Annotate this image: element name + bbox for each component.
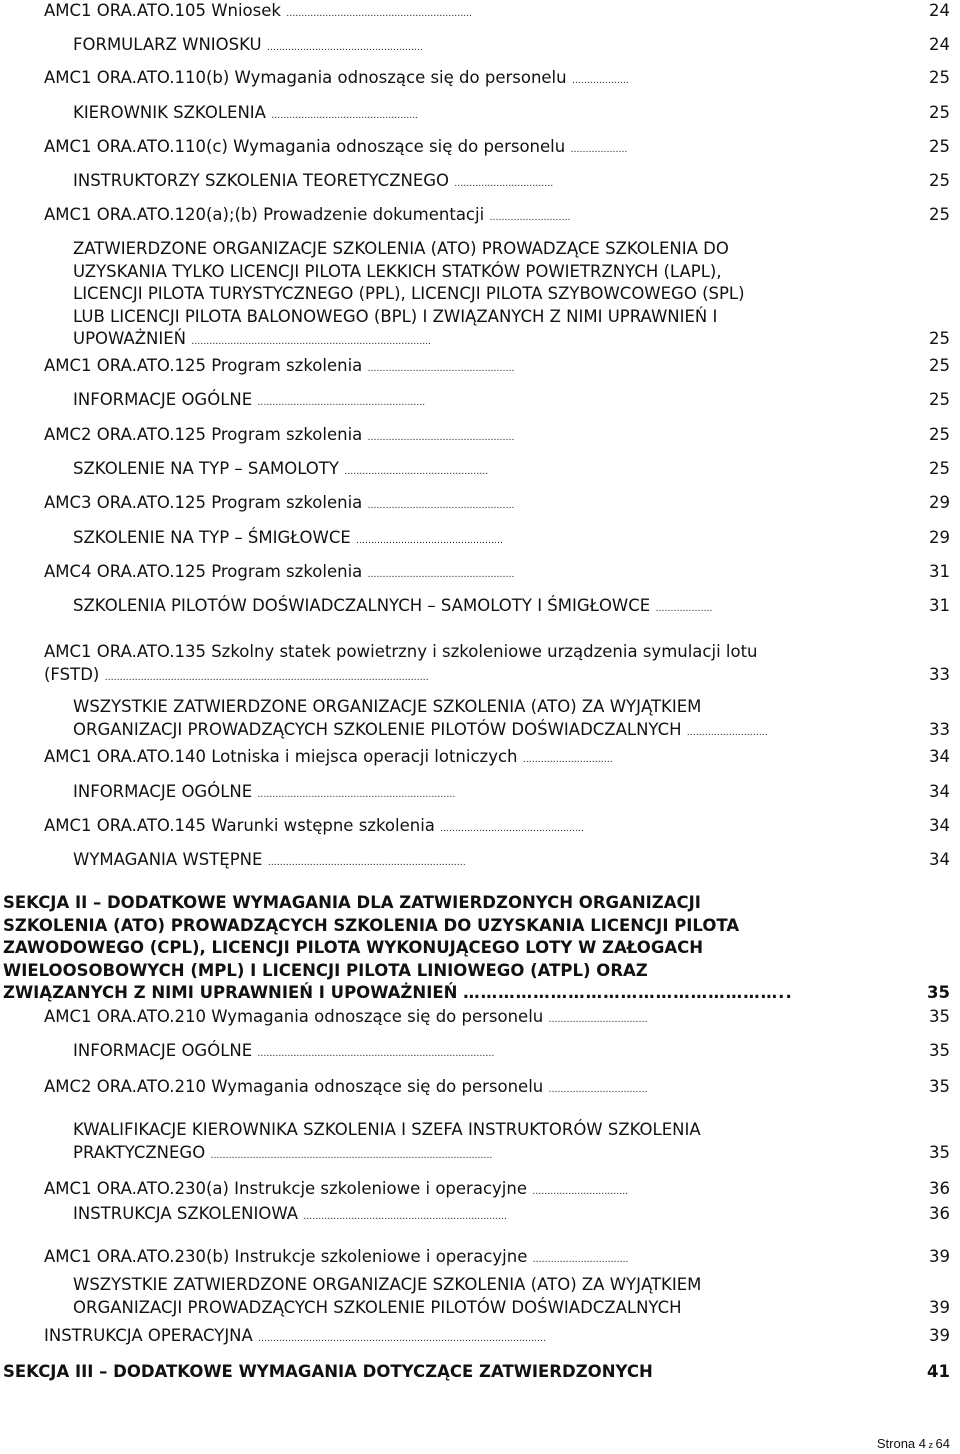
toc-entry[interactable] xyxy=(0,204,960,227)
toc-entry[interactable] xyxy=(0,67,960,90)
toc-entry-line-text: LICENCJI PILOTA TURYSTYCZNEGO (PPL), LICENCJI PILOTA SZYBOWCOWEGO (SPL) xyxy=(73,284,745,303)
toc-entry[interactable] xyxy=(0,696,960,741)
toc-entry-line xyxy=(73,170,553,196)
toc-entry-line xyxy=(44,815,584,841)
toc-entry-line-text: KIEROWNIK SZKOLENIA xyxy=(73,103,266,122)
footer-total-pages: 64 xyxy=(935,1436,950,1451)
toc-entry-line xyxy=(73,238,745,261)
toc-entry-line xyxy=(73,719,768,745)
toc-entry-line-text: WSZYSTKIE ZATWIERDZONE ORGANIZACJE SZKOLENIA (ATO) ZA WYJĄTKIEM xyxy=(73,697,702,716)
toc-entry-line xyxy=(3,915,793,938)
toc-leader-dots: …………………………………………. xyxy=(367,501,515,511)
toc-entry-line-text: KWALIFIKACJE KIEROWNIKA SZKOLENIA I SZEFA INSTRUKTORÓW SZKOLENIA xyxy=(73,1120,701,1139)
toc-entry[interactable] xyxy=(0,0,960,23)
toc-leader-dots: ……………………… xyxy=(489,213,571,223)
toc-entry-line-text: INFORMACJE OGÓLNE xyxy=(73,782,253,801)
toc-entry-line-text: INSTRUKCJA OPERACYJNA xyxy=(44,1326,253,1345)
toc-entry-line-text: SZKOLENIA PILOTÓW DOŚWIADCZALNYCH – SAMOLOTY I ŚMIGŁOWCE xyxy=(73,596,651,615)
toc-entry-title xyxy=(44,204,570,230)
toc-entry-title xyxy=(73,170,553,196)
toc-leader-dots: ……………………………………………….. xyxy=(257,398,426,408)
toc-leader-dots: ………………. xyxy=(570,145,628,155)
toc-entry-line-text: WIELOOSOBOWYCH (MPL) I LICENCJI PILOTA LINIOWEGO (ATPL) ORAZ xyxy=(3,960,648,980)
toc-entry-title xyxy=(44,561,514,587)
toc-leader-dots: …………………………………………………………………………………… xyxy=(258,1334,547,1344)
toc-entry-line-text: AMC1 ORA.ATO.105 Wniosek xyxy=(44,1,281,20)
toc-entry-title xyxy=(44,1006,648,1032)
toc-entry[interactable] xyxy=(0,1076,960,1099)
toc-entry-line-text: AMC1 ORA.ATO.210 Wymagania odnoszące się do personelu xyxy=(44,1007,544,1026)
toc-leader-dots: …………………………………………………………………………………. xyxy=(210,1150,493,1161)
toc-entry[interactable] xyxy=(0,1246,960,1269)
toc-entry-line xyxy=(73,527,503,553)
toc-entry-line-text: AMC1 ORA.ATO.135 Szkolny statek powietrzny i szkoleniowe urządzenia symulacji lotu xyxy=(44,642,758,661)
toc-entry[interactable] xyxy=(0,424,960,447)
toc-entry-line xyxy=(73,306,745,329)
toc-entry-line-text: UPOWAŻNIEŃ xyxy=(73,329,186,348)
toc-entry[interactable] xyxy=(0,746,960,769)
toc-page-number: 39 xyxy=(929,1247,950,1266)
toc-entry-title xyxy=(73,1203,507,1229)
toc-entry-line xyxy=(44,355,514,381)
toc-entry-line xyxy=(44,1076,648,1102)
toc-entry[interactable] xyxy=(0,136,960,159)
footer-prefix: Strona xyxy=(876,1436,919,1451)
toc-entry-line xyxy=(73,595,712,621)
toc-entry-title xyxy=(44,1246,628,1272)
toc-entry-line xyxy=(3,937,793,960)
toc-entry-line xyxy=(73,458,488,484)
toc-page-number: 33 xyxy=(929,719,950,739)
toc-page-number: 31 xyxy=(929,596,950,615)
toc-entry-line-text: SEKCJA II – DODATKOWE WYMAGANIA DLA ZATWIERDZONYCH ORGANIZACJI xyxy=(3,893,701,912)
toc-page-number: 25 xyxy=(929,459,950,478)
toc-entry-line-text: AMC4 ORA.ATO.125 Program szkolenia xyxy=(44,562,363,581)
footer-separator: z xyxy=(926,1440,936,1450)
toc-entry[interactable] xyxy=(0,34,960,57)
toc-leader-dots: …………………………………………. xyxy=(271,111,419,121)
toc-entry-line-text: SZKOLENIE NA TYP – ŚMIGŁOWCE xyxy=(73,528,351,547)
toc-page-number: 25 xyxy=(929,137,950,156)
toc-entry[interactable] xyxy=(0,892,960,1005)
toc-leader-dots: ………………………….. xyxy=(532,1255,629,1265)
toc-page-number: 25 xyxy=(929,425,950,444)
toc-entry[interactable] xyxy=(0,641,960,686)
toc-page-number: 29 xyxy=(929,528,950,547)
toc-leader-dots: ………………………………………… xyxy=(440,824,585,834)
toc-entry-line xyxy=(44,746,613,772)
toc-entry-line-text: ZATWIERDZONE ORGANIZACJE SZKOLENIA (ATO) PROWADZĄCE SZKOLENIA DO xyxy=(73,239,729,258)
toc-entry[interactable] xyxy=(0,355,960,378)
toc-page-number: 25 xyxy=(929,205,950,224)
toc-entry-line xyxy=(73,1203,507,1229)
toc-entry-line xyxy=(73,696,768,719)
toc-page-number: 39 xyxy=(929,1297,950,1317)
toc-entry-line-text: ZWIĄZANYCH Z NIMI UPRAWNIEŃ I UPOWAŻNIEŃ xyxy=(3,983,458,1002)
toc-entry[interactable] xyxy=(0,1040,960,1063)
toc-entry[interactable] xyxy=(0,238,960,351)
toc-entry-line xyxy=(73,1274,701,1297)
toc-entry[interactable] xyxy=(0,1006,960,1029)
page-number-footer xyxy=(877,1436,950,1451)
toc-leader-dots: ……………………………………………. xyxy=(266,43,423,53)
toc-entry-line xyxy=(73,102,418,128)
toc-entry[interactable] xyxy=(0,849,960,872)
toc-leader-dots: ……………………………………………………………………………………………… xyxy=(104,672,429,683)
toc-page-number: 24 xyxy=(929,35,950,54)
toc-entry-line-text: SZKOLENIA (ATO) PROWADZĄCYCH SZKOLENIA DO UZYSKANIA LICENCJI PILOTA xyxy=(3,915,740,935)
toc-page-number: 35 xyxy=(929,1041,950,1060)
toc-entry[interactable] xyxy=(0,561,960,584)
toc-page-number: 36 xyxy=(929,1204,950,1223)
toc-entry-line-text: INSTRUKCJA SZKOLENIOWA xyxy=(73,1204,299,1223)
toc-entry-line-text: AMC1 ORA.ATO.125 Program szkolenia xyxy=(44,356,363,375)
toc-entry[interactable] xyxy=(0,1119,960,1164)
toc-entry-line xyxy=(44,561,514,587)
toc-leader-dots: ………………………………………… xyxy=(344,467,489,477)
toc-page-number: 35 xyxy=(929,1142,950,1162)
toc-entry-line-text: AMC1 ORA.ATO.140 Lotniska i miejsca operacji lotniczych xyxy=(44,747,518,766)
toc-leader-dots: ………………. xyxy=(571,76,629,86)
toc-page-number: 39 xyxy=(929,1326,950,1345)
toc-leader-dots: …………………………………………. xyxy=(367,364,515,374)
toc-entry-line xyxy=(73,1040,494,1066)
toc-page-number: 25 xyxy=(929,103,950,122)
toc-leader-dots: …………………………………………. xyxy=(356,536,503,546)
toc-page-number: 25 xyxy=(929,68,950,87)
toc-entry-line-text: AMC1 ORA.ATO.230(a) Instrukcje szkoleniowe i operacyjne xyxy=(44,1179,527,1198)
toc-leader-dots: …………………………… xyxy=(548,1015,648,1025)
toc-entry-line xyxy=(73,781,455,807)
toc-entry-title xyxy=(44,1076,648,1102)
toc-page-number: 29 xyxy=(929,493,950,512)
toc-entry-line xyxy=(44,664,758,690)
toc-page-number: 34 xyxy=(929,816,950,835)
toc-entry[interactable] xyxy=(0,595,960,618)
toc-entry-line-text: LUB LICENCJI PILOTA BALONOWEGO (BPL) I ZWIĄZANYCH Z NIMI UPRAWNIEŃ I xyxy=(73,306,718,326)
toc-entry-line xyxy=(73,1297,701,1320)
toc-entry-line-text: PRAKTYCZNEGO xyxy=(73,1142,206,1162)
toc-entry-line xyxy=(44,204,570,230)
toc-entry-line-text: AMC1 ORA.ATO.145 Warunki wstępne szkolenia xyxy=(44,816,435,835)
toc-entry-line xyxy=(3,892,793,915)
toc-entry[interactable] xyxy=(0,458,960,481)
toc-leader-dots: ……………………………………………….. xyxy=(463,983,793,1002)
toc-leader-dots: …………………………………………………….. xyxy=(286,9,472,19)
toc-entry-line-text: AMC1 ORA.ATO.120(a);(b) Prowadzenie dokumentacji xyxy=(44,205,485,224)
toc-entry[interactable] xyxy=(0,102,960,125)
toc-entry-line xyxy=(3,1361,653,1384)
toc-entry-title xyxy=(44,424,514,450)
toc-entry-line-text: AMC2 ORA.ATO.210 Wymagania odnoszące się do personelu xyxy=(44,1077,544,1096)
toc-leader-dots: ………………………….. xyxy=(532,1187,628,1197)
toc-entry-line xyxy=(44,1246,628,1272)
toc-entry-line-text: AMC1 ORA.ATO.110(c) Wymagania odnoszące się do personelu xyxy=(44,137,566,156)
toc-entry-title xyxy=(44,67,629,93)
toc-page-number: 35 xyxy=(927,983,950,1002)
toc-entry-line-text: FORMULARZ WNIOSKU xyxy=(73,35,262,54)
toc-entry-title xyxy=(73,34,423,60)
toc-entry-title xyxy=(73,238,745,354)
toc-entry[interactable] xyxy=(0,1178,960,1201)
toc-entry[interactable] xyxy=(0,527,960,550)
toc-page-number: 25 xyxy=(929,171,950,190)
toc-entry-line xyxy=(44,641,758,664)
toc-entry-line xyxy=(73,261,745,284)
toc-entry-title xyxy=(73,1040,494,1066)
toc-entry-line-text: SEKCJA III – DODATKOWE WYMAGANIA DOTYCZĄCE ZATWIERDZONYCH xyxy=(3,1362,653,1381)
toc-leader-dots: ……………………………………………………………………. xyxy=(257,1049,495,1059)
toc-entry-line-text: AMC2 ORA.ATO.125 Program szkolenia xyxy=(44,425,363,444)
toc-entry-line-text: INFORMACJE OGÓLNE xyxy=(73,1041,253,1060)
toc-entry-line-text: AMC1 ORA.ATO.110(b) Wymagania odnoszące się do personelu xyxy=(44,68,567,87)
toc-entry-title xyxy=(44,746,613,772)
toc-entry-title xyxy=(73,102,418,128)
toc-entry[interactable] xyxy=(0,1274,960,1319)
toc-entry-title xyxy=(73,696,768,744)
toc-entry-title xyxy=(44,355,514,381)
toc-entry-line xyxy=(73,328,745,354)
toc-page-number: 31 xyxy=(929,562,950,581)
toc-leader-dots: ………………. xyxy=(655,604,713,614)
toc-leader-dots: …………………………………………. xyxy=(367,433,515,443)
toc-leader-dots: ………………………………………………………….. xyxy=(303,1212,508,1222)
toc-entry-title xyxy=(44,1178,628,1204)
toc-leader-dots: ……………………… xyxy=(686,727,768,738)
toc-page-number: 25 xyxy=(929,356,950,375)
toc-page-number: 25 xyxy=(929,329,950,348)
toc-page-number: 25 xyxy=(929,390,950,409)
toc-entry-line-text: SZKOLENIE NA TYP – SAMOLOTY xyxy=(73,459,339,478)
toc-entry-line xyxy=(3,982,793,1005)
toc-page-number: 24 xyxy=(929,1,950,20)
toc-leader-dots: …………………………… xyxy=(454,179,554,189)
toc-entry-title xyxy=(3,892,793,1005)
toc-entry-title xyxy=(73,781,455,807)
toc-entry-line-text: AMC3 ORA.ATO.125 Program szkolenia xyxy=(44,493,363,512)
toc-entry-line xyxy=(73,283,745,306)
toc-leader-dots: …………………………… xyxy=(548,1085,648,1095)
toc-entry-line xyxy=(44,0,472,26)
toc-entry-line-text: (FSTD) xyxy=(44,664,100,684)
toc-entry-line xyxy=(44,492,514,518)
toc-entry-line-text: ZAWODOWEGO (CPL), LICENCJI PILOTA WYKONUJĄCEGO LOTY W ZAŁOGACH xyxy=(3,938,704,957)
toc-entry-title xyxy=(73,458,488,484)
toc-entry-line xyxy=(44,67,629,93)
toc-page-number: 34 xyxy=(929,850,950,869)
toc-leader-dots: ………………………………………………………… xyxy=(257,790,456,800)
toc-entry-line-text: WSZYSTKIE ZATWIERDZONE ORGANIZACJE SZKOLENIA (ATO) ZA WYJĄTKIEM xyxy=(73,1275,702,1294)
toc-entry-line-text: ORGANIZACJI PROWADZĄCYCH SZKOLENIE PILOTÓW DOŚWIADCZALNYCH xyxy=(73,1297,682,1317)
toc-entry-title xyxy=(44,641,758,689)
toc-entry-line xyxy=(73,34,423,60)
toc-leader-dots: ………………………………………………………… xyxy=(267,858,466,868)
toc-entry-line xyxy=(73,849,466,875)
toc-page-number: 36 xyxy=(929,1179,950,1198)
toc-entry-line-text: ORGANIZACJI PROWADZĄCYCH SZKOLENIE PILOTÓW DOŚWIADCZALNYCH xyxy=(73,719,682,739)
toc-entry-line xyxy=(44,1178,628,1204)
toc-entry-line-text: WYMAGANIA WSTĘPNE xyxy=(73,850,263,869)
toc-page-number: 41 xyxy=(927,1362,950,1381)
toc-leader-dots: …………………………………………………………………….. xyxy=(191,337,431,347)
toc-entry-line-text: INFORMACJE OGÓLNE xyxy=(73,390,253,409)
toc-entry-line xyxy=(73,389,425,415)
toc-entry-title xyxy=(73,527,503,553)
toc-entry-title xyxy=(44,1325,546,1351)
toc-entry[interactable] xyxy=(0,170,960,193)
toc-entry-line-text: INSTRUKTORZY SZKOLENIA TEORETYCZNEGO xyxy=(73,171,450,190)
toc-entry-line xyxy=(44,136,627,162)
toc-page-number: 34 xyxy=(929,747,950,766)
toc-entry[interactable] xyxy=(0,492,960,515)
toc-entry-line xyxy=(44,1006,648,1032)
footer-current-page: 4 xyxy=(918,1436,927,1451)
toc-leader-dots: ………………………… xyxy=(522,755,613,765)
toc-entry-line xyxy=(73,1119,701,1142)
toc-entry-title xyxy=(73,595,712,621)
toc-entry[interactable] xyxy=(0,1325,960,1348)
toc-entry[interactable] xyxy=(0,815,960,838)
toc-entry-title xyxy=(44,815,584,841)
toc-entry-line xyxy=(44,1325,546,1351)
toc-entry-line-text: UZYSKANIA TYLKO LICENCJI PILOTA LEKKICH STATKÓW POWIETRZNYCH (LAPL), xyxy=(73,261,722,281)
toc-entry-line xyxy=(3,960,793,983)
toc-entry-title xyxy=(73,1119,701,1167)
toc-page-number: 35 xyxy=(929,1007,950,1026)
toc-entry[interactable] xyxy=(0,1203,960,1226)
toc-entry-title xyxy=(73,1274,701,1319)
toc-page-number: 35 xyxy=(929,1077,950,1096)
toc-entry-title xyxy=(73,849,466,875)
toc-entry-title xyxy=(73,389,425,415)
toc-page-number: 33 xyxy=(929,664,950,684)
toc-entry-line xyxy=(73,1142,701,1168)
toc-entry-line xyxy=(44,424,514,450)
toc-entry-line-text: AMC1 ORA.ATO.230(b) Instrukcje szkoleniowe i operacyjne xyxy=(44,1247,528,1266)
toc-leader-dots: …………………………………………. xyxy=(367,570,515,580)
toc-entry[interactable] xyxy=(0,389,960,412)
toc-entry-title xyxy=(44,136,627,162)
toc-page-number: 34 xyxy=(929,782,950,801)
toc-entry-title xyxy=(44,0,472,26)
toc-entry[interactable] xyxy=(0,781,960,804)
toc-entry[interactable] xyxy=(0,1361,960,1384)
toc-entry-title xyxy=(3,1361,653,1384)
toc-entry-title xyxy=(44,492,514,518)
